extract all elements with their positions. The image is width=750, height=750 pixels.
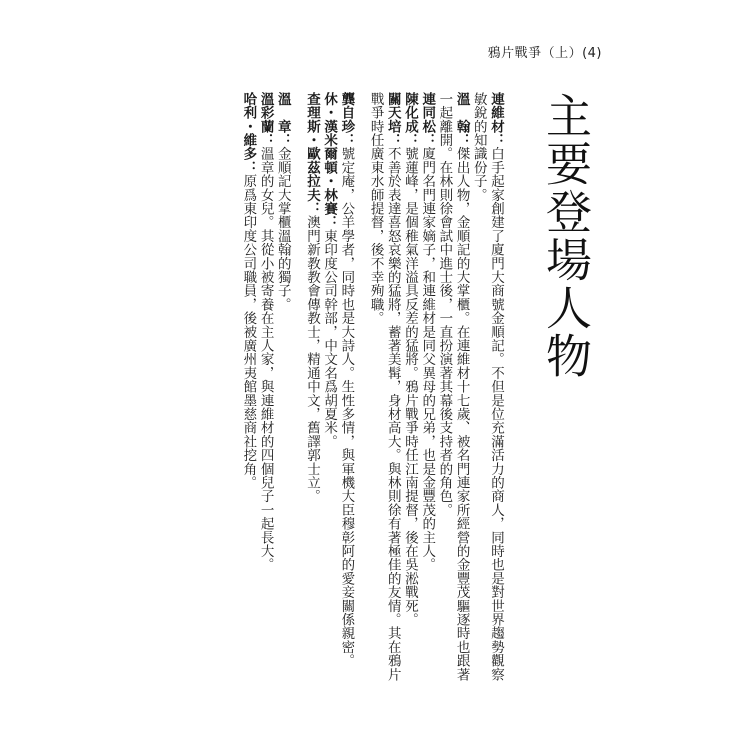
character-description: 不善於表達喜怒哀樂的猛將，蓄著美髯，身材高大。與林則徐有著極佳的友情。其在鴉片戰爭時任廣東水師提督，後不幸殉職。 bbox=[367, 92, 401, 682]
character-description: 東印度公司幹部，中文名爲胡夏米。 bbox=[321, 229, 338, 449]
character-name: 溫彩蘭： bbox=[257, 92, 274, 147]
character-name: 哈利・維多： bbox=[240, 92, 257, 175]
character-description: 原爲東印度公司職員，後被廣州夷館墨慈商社挖角。 bbox=[240, 174, 257, 490]
character-description: 澳門新教教會傳教士，精通中文，舊譯郭士立。 bbox=[303, 215, 320, 504]
character-entry bbox=[320, 92, 337, 692]
character-entry bbox=[337, 92, 354, 692]
character-name: 休・漢米爾頓・林賽： bbox=[321, 92, 338, 229]
character-entry bbox=[401, 92, 418, 692]
character-name: 連維材： bbox=[488, 92, 504, 147]
character-name: 溫 章： bbox=[274, 92, 291, 147]
character-name: 連同松： bbox=[419, 92, 436, 147]
character-entry bbox=[239, 92, 256, 692]
running-header: 鴉片戰爭（上）(4) bbox=[487, 46, 602, 61]
character-entry bbox=[435, 92, 469, 692]
character-entry bbox=[274, 92, 291, 692]
character-list bbox=[239, 92, 504, 692]
character-description: 金順記大掌櫃溫翰的獨子。 bbox=[274, 146, 291, 312]
character-entry bbox=[303, 92, 320, 692]
character-description: 白手起家創建了廈門大商號金順記。不但是位充滿活力的商人，同時也是對世界趨勢觀察敏銳的知識份子。 bbox=[470, 92, 504, 682]
character-entry bbox=[366, 92, 400, 692]
character-entry bbox=[418, 92, 435, 692]
character-description: 號蓮峰，是個稚氣洋溢具反差的猛將。鴉片戰爭時任江南提督，後在吳淞戰死。 bbox=[401, 146, 418, 627]
character-name: 查理斯・歐茲拉夫： bbox=[303, 92, 320, 216]
character-name: 溫 翰： bbox=[453, 92, 470, 147]
character-entry bbox=[470, 92, 504, 692]
character-description: 號定庵，公羊學者，同時也是大詩人。生性多情，與軍機大臣穆彰阿的愛妾關係親密。 bbox=[338, 146, 355, 668]
character-description: 傑出人物，金順記的大掌櫃。在連維材十七歲、被名門連家所經營的金豐茂驅逐時也跟著一起離開。在林則徐會試中進士後，一直扮演著其幕後支持者的角色。 bbox=[436, 92, 470, 682]
character-entry bbox=[256, 92, 273, 692]
character-name: 陳化成： bbox=[401, 92, 418, 147]
chapter-title: 主要登場人物 bbox=[539, 92, 593, 380]
character-name: 龔自珍： bbox=[338, 92, 355, 147]
character-description: 溫章的女兒。其從小被寄養在主人家，與連維材的四個兒子一起長大。 bbox=[257, 146, 274, 572]
character-description: 廈門名門連家嫡子，和連維材是同父異母的兄弟，也是金豐茂的主人。 bbox=[419, 146, 436, 572]
character-name: 關天培： bbox=[384, 92, 401, 147]
